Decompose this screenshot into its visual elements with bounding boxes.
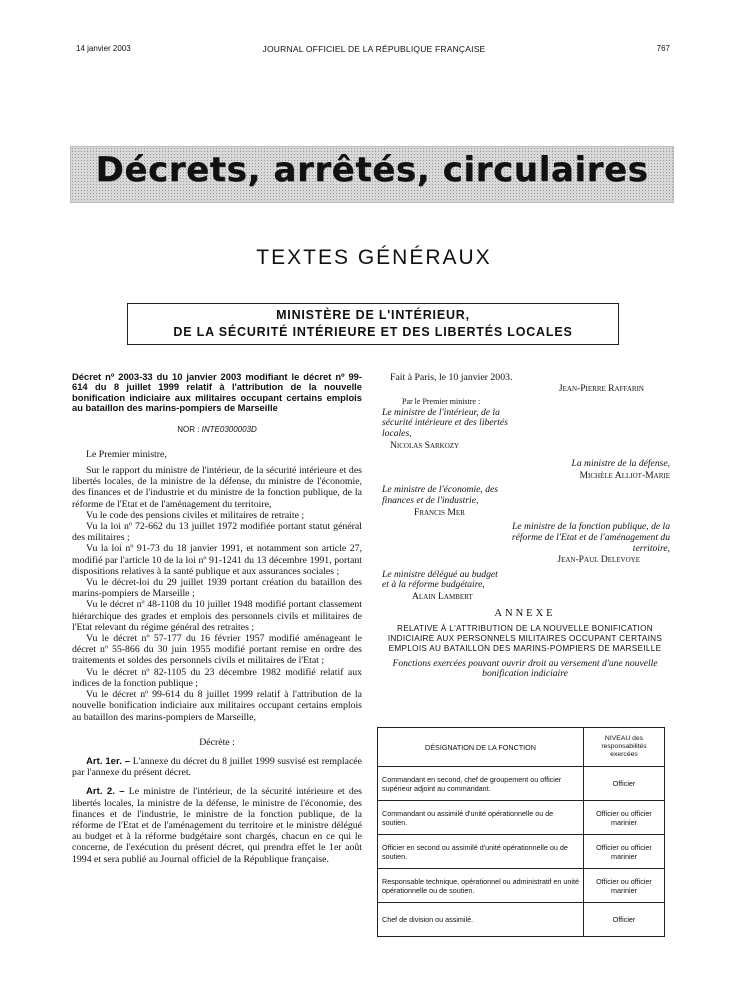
table-row [378,903,665,937]
decrete: Décrète : [199,736,235,748]
table-header: DÉSIGNATION DE LA FONCTION [378,728,584,767]
ministry-box [127,303,619,345]
decree-paragraph: Vu le décret-loi du 29 juillet 1939 portant création du bataillon des marins-pompiers de Marseille ; [72,577,362,600]
by-pm: Par le Premier ministre : [402,397,481,407]
decree-title: Décret nº 2003-33 du 10 janvier 2003 modifiant le décret nº 99-614 du 8 juillet 1999 relatif à l'attribution de la nouvelle bonification indiciaire aux militaires occupant certains emplois au bataillon des marins-pompiers de Marseille [72,371,362,414]
header-journal: JOURNAL OFFICIEL DE LA RÉPUBLIQUE FRANÇAISE [262,44,486,54]
article-1 [72,756,362,778]
interior-name: Nicolas Sarkozy [390,440,460,451]
functions-table [377,727,665,937]
table-header-row [378,728,665,767]
decree-paragraph: Sur le rapport du ministre de l'intérieur, de la sécurité intérieure et des libertés locales, de la ministre de la défense, du ministre de l'économie, des finances et de l'industrie et du ministre de la fonction publique, de la réforme de l'Etat et de l'aménagement du territoire, [72,465,362,510]
table-cell-function: Responsable technique, opérationnel ou administratif en unité opérationnelle ou de soutien. [378,869,584,903]
table-cell-function: Commandant ou assimilé d'unité opérationnelle ou de soutien. [378,801,584,835]
article-2-label: Art. 2. – [86,786,125,798]
pm-name: Jean-Pierre Raffarin [558,383,644,395]
decree-paragraph: Vu le décret nº 48-1108 du 10 juillet 1948 modifié portant classement hiérarchique des grades et emplois des personnels civils et militaires de l'Etat relevant du régime général des retraites ; [72,599,362,633]
left-column [72,372,362,865]
table-cell-level: Officier [584,903,665,937]
ministry-line-1: MINISTÈRE DE L'INTÉRIEUR, [276,308,470,322]
header-page-number: 767 [656,44,670,53]
article-2 [72,786,362,864]
section-banner [70,146,674,203]
defense-title: La ministre de la défense, [571,458,670,470]
table-row [378,835,665,869]
table-cell-level: Officier [584,767,665,801]
annexe-heading: ANNEXE [494,608,556,620]
right-column [380,372,670,680]
nor-label: NOR : [177,424,200,434]
table-row [378,801,665,835]
economy-title: Le ministre de l'économie, des finances et de l'industrie, [382,484,498,506]
decree-paragraph: Vu la loi nº 72-662 du 13 juillet 1972 modifiée portant statut général des militaires ; [72,521,362,544]
table-cell-function: Chef de division ou assimilé. [378,903,584,937]
public-name: Jean-Paul Delevoye [557,554,640,566]
table-cell-level: Officier ou officier marinier [584,835,665,869]
annexe-title: RELATIVE À L'ATTRIBUTION DE LA NOUVELLE BONIFICATION INDICIAIRE AUX PERSONNELS MILITAIRES OCCUPANT CERTAINS EMPLOIS AU BATAILLON DES MARINS-POMPIERS DE MARSEILLE [387,623,663,653]
nor-reference [72,424,362,435]
table-row [378,767,665,801]
economy-name: Francis Mer [414,506,465,518]
defense-name: Michèle Alliot-Marie [579,470,670,481]
section-title: TEXTES GÉNÉRAUX [256,246,492,269]
decree-paragraph: Vu la loi nº 91-73 du 18 janvier 1991, et notamment son article 27, modifié par l'article 10 de la loi nº 91-1241 du 13 décembre 1991, portant dispositions relatives à la santé publique et aux assurances sociales ; [72,543,362,577]
decree-intro: Le Premier ministre, [86,448,167,460]
article-1-text: L'annexe du décret du 8 juillet 1999 susvisé est remplacée par l'annexe du présent décret. [72,755,362,779]
table-cell-function: Commandant en second, chef de groupement ou officier supérieur adjoint au commandant. [378,767,584,801]
public-title: Le ministre de la fonction publique, de la réforme de l'Etat et de l'aménagement du territoire, [511,521,670,554]
article-2-text: Le ministre de l'intérieur, de la sécurité intérieure et des libertés locales, la ministre de la défense, le ministre de l'économie, des finances et de l'industrie, le ministre de la fonction publique, de la réforme de l'Etat et de l'aménagement du territoire et le ministre délégué au budget et à la réforme budgétaire sont chargés, chacun en ce qui le concerne, de l'exécution du présent décret, qui prendra effet le 1er août 1994 et sera publié au Journal officiel de la République française. [72,786,362,865]
interior-title: Le ministre de l'intérieur, de la sécurité intérieure et des libertés locales, [382,406,508,440]
decree-paragraph: Vu le décret nº 57-177 du 16 février 1957 modifié aménageant le décret nº 55-866 du 30 juin 1955 modifié portant remise en ordre des traitements et soldes des personnels civils et militaires de l'Etat ; [72,633,362,667]
annexe-subtitle: Fonctions exercées pouvant ouvrir droit au versement d'une nouvelle bonification indiciaire [392,657,658,680]
ministry-line-2: DE LA SÉCURITÉ INTÉRIEURE ET DES LIBERTÉS LOCALES [173,325,573,339]
decree-paragraph: Vu le décret nº 82-1105 du 23 décembre 1982 modifié relatif aux indices de la fonction publique ; [72,666,362,689]
budget-name: Alain Lambert [412,591,473,603]
table-cell-level: Officier ou officier marinier [584,801,665,835]
decree-paragraph: Vu le décret nº 99-614 du 8 juillet 1999 relatif à l'attribution de la nouvelle bonification indiciaire aux militaires occupant certains emplois au bataillon des marins-pompiers de Marseille, [72,689,362,723]
table-cell-function: Officier en second ou assimilé d'unité opérationnelle ou de soutien. [378,835,584,869]
banner-title: Décrets, arrêtés, circulaires [95,150,649,190]
decree-paragraph: Vu le code des pensions civiles et militaires de retraite ; [86,509,305,521]
nor-value: INTE0300003D [201,424,257,434]
article-1-label: Art. 1er. – [86,755,131,767]
table-row [378,869,665,903]
table-header: NIVEAU des responsabilités exercées [584,728,665,767]
place-date: Fait à Paris, le 10 janvier 2003. [390,372,513,383]
budget-title: Le ministre délégué au budget et à la réforme budgétaire, [382,568,498,591]
table-cell-level: Officier ou officier marinier [584,869,665,903]
header-date: 14 janvier 2003 [76,44,131,53]
